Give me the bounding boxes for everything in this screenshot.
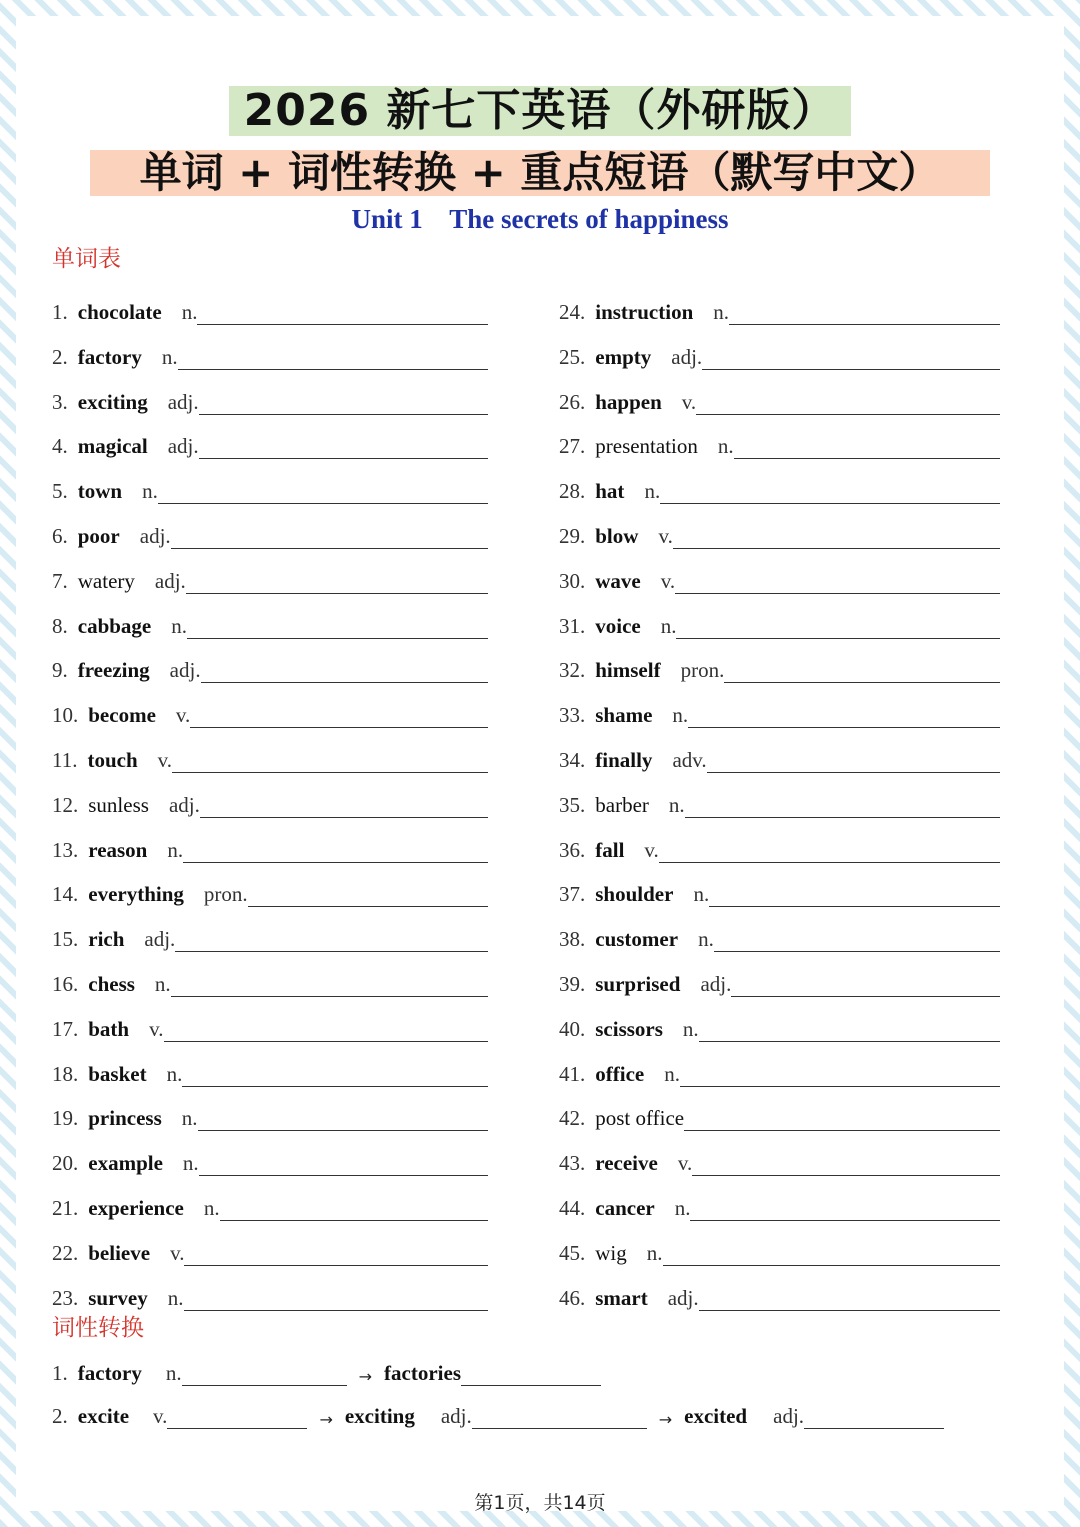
answer-blank[interactable] <box>472 1406 647 1429</box>
vocab-word: princess <box>88 1106 162 1130</box>
part-of-speech: v. <box>660 569 676 593</box>
vocab-item <box>559 788 1000 818</box>
vocab-word: scissors <box>595 1017 663 1041</box>
answer-blank[interactable] <box>178 347 488 370</box>
answer-blank[interactable] <box>734 436 1000 459</box>
answer-blank[interactable] <box>182 1064 488 1087</box>
vocab-item <box>559 519 1000 549</box>
answer-blank[interactable] <box>172 750 488 773</box>
vocab-item <box>559 653 1000 683</box>
answer-blank[interactable] <box>729 302 1000 325</box>
vocab-word: become <box>88 703 156 727</box>
part-of-speech: adj. <box>169 658 201 682</box>
part-of-speech: v. <box>157 748 173 772</box>
part-of-speech: pron. <box>680 658 725 682</box>
vocab-item <box>559 1191 1000 1221</box>
part-of-speech: n. <box>181 1106 198 1130</box>
vocab-item <box>52 743 488 773</box>
item-number: 45. <box>559 1241 586 1265</box>
vocab-word: sunless <box>88 793 149 817</box>
vocab-item <box>559 877 1000 907</box>
page-footer: 第1页，共14页 <box>474 1492 606 1514</box>
part-of-speech: n. <box>660 614 677 638</box>
part-of-speech: n. <box>682 1017 699 1041</box>
answer-blank[interactable] <box>175 929 488 952</box>
vocab-word: wig <box>595 1241 627 1265</box>
vocab-word: shoulder <box>595 882 674 906</box>
answer-blank[interactable] <box>164 1019 489 1042</box>
part-of-speech: adj. <box>139 524 171 548</box>
vocab-word: receive <box>595 1151 658 1175</box>
part-of-speech: v. <box>658 524 673 548</box>
vocab-word: survey <box>88 1286 148 1310</box>
answer-blank[interactable] <box>199 1153 488 1176</box>
vocab-word: presentation <box>595 434 698 458</box>
arrow-icon: → <box>358 1367 373 1386</box>
vocab-item <box>52 609 488 639</box>
vocab-item <box>52 1191 488 1221</box>
vocab-word: instruction <box>595 300 694 324</box>
item-number: 26. <box>559 390 586 414</box>
item-number: 18. <box>52 1062 79 1086</box>
answer-blank[interactable] <box>731 974 1000 997</box>
conversion-word: factories <box>384 1361 462 1385</box>
vocab-word: experience <box>88 1196 184 1220</box>
vocab-word: empty <box>595 345 652 369</box>
vocab-word: factory <box>77 345 142 369</box>
vocab-item <box>52 877 488 907</box>
part-of-speech: v. <box>149 1017 164 1041</box>
item-number: 35. <box>559 793 586 817</box>
vocab-word: everything <box>88 882 184 906</box>
arrow-icon: → <box>319 1410 333 1429</box>
part-of-speech: n. <box>165 1361 182 1385</box>
vocab-word: cabbage <box>77 614 152 638</box>
conversion-word: factory <box>77 1361 142 1385</box>
answer-blank[interactable] <box>696 392 1000 415</box>
section-title-vocab: 单词表 <box>52 246 121 272</box>
part-of-speech: v. <box>175 703 191 727</box>
vocab-word: happen <box>595 390 662 414</box>
part-of-speech: v. <box>170 1241 185 1265</box>
item-number: 16. <box>52 972 79 996</box>
part-of-speech: n. <box>664 1062 680 1086</box>
answer-blank[interactable] <box>685 795 1000 818</box>
item-number: 22. <box>52 1241 79 1265</box>
answer-blank[interactable] <box>724 660 1000 683</box>
answer-blank[interactable] <box>171 526 488 549</box>
vocab-word: freezing <box>77 658 150 682</box>
vocab-word: bath <box>88 1017 130 1041</box>
answer-blank[interactable] <box>171 974 488 997</box>
item-number: 15. <box>52 927 79 951</box>
vocab-word: surprised <box>595 972 681 996</box>
vocab-item <box>559 385 1000 415</box>
answer-blank[interactable] <box>197 302 488 325</box>
vocab-word: believe <box>88 1241 151 1265</box>
part-of-speech: adj. <box>167 434 199 458</box>
part-of-speech: n. <box>166 1062 183 1086</box>
vocab-item <box>559 1012 1000 1042</box>
vocab-item <box>52 967 488 997</box>
vocab-item <box>52 653 488 683</box>
item-number: 34. <box>559 748 586 772</box>
answer-blank[interactable] <box>198 1108 489 1131</box>
vocab-item <box>559 967 1000 997</box>
part-of-speech: adj. <box>168 793 200 817</box>
answer-blank[interactable] <box>199 392 488 415</box>
item-number: 44. <box>559 1196 586 1220</box>
vocab-item <box>52 340 488 370</box>
item-number: 19. <box>52 1106 79 1130</box>
vocab-item <box>52 295 488 325</box>
part-of-speech: n. <box>182 1151 199 1175</box>
vocab-item <box>559 564 1000 594</box>
part-of-speech: v. <box>153 1404 168 1428</box>
vocab-item <box>52 1236 488 1266</box>
arrow-icon: → <box>658 1410 673 1429</box>
answer-blank[interactable] <box>699 1019 1000 1042</box>
vocab-word: basket <box>88 1062 147 1086</box>
part-of-speech: n. <box>167 838 184 862</box>
part-of-speech: n. <box>171 614 187 638</box>
answer-blank[interactable] <box>675 571 1000 594</box>
title-line-2: 单词 + 词性转换 + 重点短语（默写中文） <box>90 150 990 196</box>
vocab-word: smart <box>595 1286 648 1310</box>
answer-blank[interactable] <box>690 1198 1000 1221</box>
vocab-item <box>52 564 488 594</box>
vocab-item <box>52 788 488 818</box>
item-number: 31. <box>559 614 586 638</box>
item-number: 14. <box>52 882 79 906</box>
conversion-word: excite <box>77 1404 130 1428</box>
vocab-item <box>52 1057 488 1087</box>
answer-blank[interactable] <box>461 1363 601 1386</box>
item-number: 41. <box>559 1062 586 1086</box>
answer-blank[interactable] <box>684 1108 1000 1131</box>
item-number: 9. <box>52 658 68 682</box>
vocab-item <box>559 609 1000 639</box>
part-of-speech: n. <box>154 972 171 996</box>
item-number: 32. <box>559 658 586 682</box>
vocab-word: hat <box>595 479 625 503</box>
item-number: 43. <box>559 1151 586 1175</box>
answer-blank[interactable] <box>201 660 488 683</box>
answer-blank[interactable] <box>187 616 488 639</box>
part-of-speech: adj. <box>667 1286 699 1310</box>
vocab-item <box>559 743 1000 773</box>
part-of-speech: v. <box>677 1151 693 1175</box>
vocab-item <box>559 1236 1000 1266</box>
vocab-word: himself <box>595 658 661 682</box>
item-number: 1. <box>52 1361 68 1385</box>
part-of-speech: n. <box>203 1196 220 1220</box>
vocab-word: barber <box>595 793 649 817</box>
part-of-speech: n. <box>717 434 734 458</box>
part-of-speech: n. <box>672 703 689 727</box>
part-of-speech: adj. <box>773 1404 805 1428</box>
answer-blank[interactable] <box>190 705 488 728</box>
part-of-speech: v. <box>681 390 697 414</box>
item-number: 40. <box>559 1017 586 1041</box>
vocab-word: reason <box>88 838 148 862</box>
item-number: 6. <box>52 524 68 548</box>
answer-blank[interactable] <box>659 840 1000 863</box>
vocab-word: watery <box>77 569 135 593</box>
answer-blank[interactable] <box>220 1198 488 1221</box>
item-number: 38. <box>559 927 586 951</box>
item-number: 27. <box>559 434 586 458</box>
part-of-speech: n. <box>698 927 714 951</box>
vocab-word: example <box>88 1151 163 1175</box>
vocab-word: post office <box>595 1106 685 1130</box>
item-number: 10. <box>52 703 79 727</box>
item-number: 46. <box>559 1286 586 1310</box>
item-number: 1. <box>52 300 68 324</box>
answer-blank[interactable] <box>707 750 1000 773</box>
vocab-item <box>52 385 488 415</box>
answer-blank[interactable] <box>804 1406 944 1429</box>
answer-blank[interactable] <box>673 526 1000 549</box>
item-number: 30. <box>559 569 586 593</box>
vocab-item <box>52 1281 488 1311</box>
item-number: 23. <box>52 1286 79 1310</box>
item-number: 13. <box>52 838 79 862</box>
conversion-row <box>52 1356 601 1386</box>
item-number: 12. <box>52 793 79 817</box>
part-of-speech: pron. <box>203 882 248 906</box>
answer-blank[interactable] <box>167 1406 307 1429</box>
vocab-word: shame <box>595 703 653 727</box>
item-number: 37. <box>559 882 586 906</box>
answer-blank[interactable] <box>186 571 488 594</box>
vocab-word: fall <box>595 838 625 862</box>
vocab-item <box>559 1146 1000 1176</box>
answer-blank[interactable] <box>200 795 488 818</box>
part-of-speech: n. <box>674 1196 691 1220</box>
vocab-item <box>52 1012 488 1042</box>
vocab-item <box>52 474 488 504</box>
vocab-word: chocolate <box>77 300 162 324</box>
answer-blank[interactable] <box>680 1064 1000 1087</box>
item-number: 36. <box>559 838 586 862</box>
answer-blank[interactable] <box>699 1288 1000 1311</box>
answer-blank[interactable] <box>702 347 1000 370</box>
part-of-speech: adj. <box>144 927 176 951</box>
vocab-item <box>559 474 1000 504</box>
answer-blank[interactable] <box>663 1243 1001 1266</box>
vocab-item <box>52 429 488 459</box>
item-number: 3. <box>52 390 68 414</box>
vocab-word: customer <box>595 927 679 951</box>
answer-blank[interactable] <box>709 884 1000 907</box>
part-of-speech: n. <box>646 1241 663 1265</box>
vocab-item <box>559 1057 1000 1087</box>
vocab-item <box>52 519 488 549</box>
item-number: 5. <box>52 479 68 503</box>
conversion-row <box>52 1399 944 1429</box>
part-of-speech: adj. <box>167 390 199 414</box>
answer-blank[interactable] <box>660 481 1000 504</box>
vocab-item <box>52 698 488 728</box>
vocab-word: cancer <box>595 1196 655 1220</box>
unit-title: Unit 1 The secrets of happiness <box>351 204 729 234</box>
part-of-speech: adj. <box>700 972 732 996</box>
vocab-item <box>559 340 1000 370</box>
part-of-speech: n. <box>693 882 710 906</box>
vocab-item <box>559 922 1000 952</box>
answer-blank[interactable] <box>248 884 488 907</box>
part-of-speech: adj. <box>440 1404 472 1428</box>
vocab-word: exciting <box>77 390 148 414</box>
vocab-word: magical <box>77 434 148 458</box>
vocab-word: voice <box>595 614 641 638</box>
item-number: 2. <box>52 345 68 369</box>
section-title-conversion: 词性转换 <box>52 1315 144 1341</box>
answer-blank[interactable] <box>182 1363 347 1386</box>
item-number: 21. <box>52 1196 79 1220</box>
answer-blank[interactable] <box>184 1243 488 1266</box>
vocab-word: town <box>77 479 123 503</box>
part-of-speech: n. <box>161 345 178 369</box>
part-of-speech: n. <box>142 479 158 503</box>
vocab-item <box>559 698 1000 728</box>
part-of-speech: n. <box>644 479 661 503</box>
vocab-item <box>559 1101 1000 1131</box>
vocab-word: chess <box>88 972 135 996</box>
part-of-speech: n. <box>713 300 730 324</box>
vocab-item <box>52 922 488 952</box>
vocab-item <box>52 833 488 863</box>
vocab-item <box>559 833 1000 863</box>
answer-blank[interactable] <box>199 436 488 459</box>
answer-blank[interactable] <box>692 1153 1000 1176</box>
part-of-speech: n. <box>668 793 685 817</box>
item-number: 25. <box>559 345 586 369</box>
answer-blank[interactable] <box>183 840 488 863</box>
vocab-item <box>52 1101 488 1131</box>
vocab-item <box>52 1146 488 1176</box>
item-number: 8. <box>52 614 68 638</box>
vocab-word: finally <box>595 748 653 772</box>
item-number: 11. <box>52 748 78 772</box>
part-of-speech: n. <box>181 300 198 324</box>
title-line-1: 2026 新七下英语（外研版） <box>229 86 851 136</box>
vocab-word: touch <box>87 748 138 772</box>
item-number: 39. <box>559 972 586 996</box>
answer-blank[interactable] <box>158 481 488 504</box>
answer-blank[interactable] <box>676 616 1000 639</box>
part-of-speech: adv. <box>672 748 707 772</box>
item-number: 29. <box>559 524 586 548</box>
conversion-word: excited <box>684 1404 748 1428</box>
part-of-speech: adj. <box>154 569 186 593</box>
part-of-speech: v. <box>644 838 659 862</box>
vocab-word: wave <box>595 569 641 593</box>
item-number: 17. <box>52 1017 79 1041</box>
item-number: 42. <box>559 1106 586 1130</box>
answer-blank[interactable] <box>688 705 1000 728</box>
vocab-word: rich <box>88 927 125 951</box>
item-number: 7. <box>52 569 68 593</box>
vocab-word: poor <box>77 524 120 548</box>
item-number: 24. <box>559 300 586 324</box>
vocab-word: blow <box>595 524 639 548</box>
conversion-word: exciting <box>344 1404 415 1428</box>
part-of-speech: adj. <box>671 345 703 369</box>
part-of-speech: n. <box>167 1286 184 1310</box>
vocab-item <box>559 429 1000 459</box>
item-number: 2. <box>52 1404 68 1428</box>
vocab-word: office <box>595 1062 645 1086</box>
answer-blank[interactable] <box>184 1288 489 1311</box>
item-number: 4. <box>52 434 68 458</box>
vocab-item <box>559 1281 1000 1311</box>
answer-blank[interactable] <box>714 929 1000 952</box>
item-number: 20. <box>52 1151 79 1175</box>
item-number: 33. <box>559 703 586 727</box>
vocab-item <box>559 295 1000 325</box>
item-number: 28. <box>559 479 586 503</box>
